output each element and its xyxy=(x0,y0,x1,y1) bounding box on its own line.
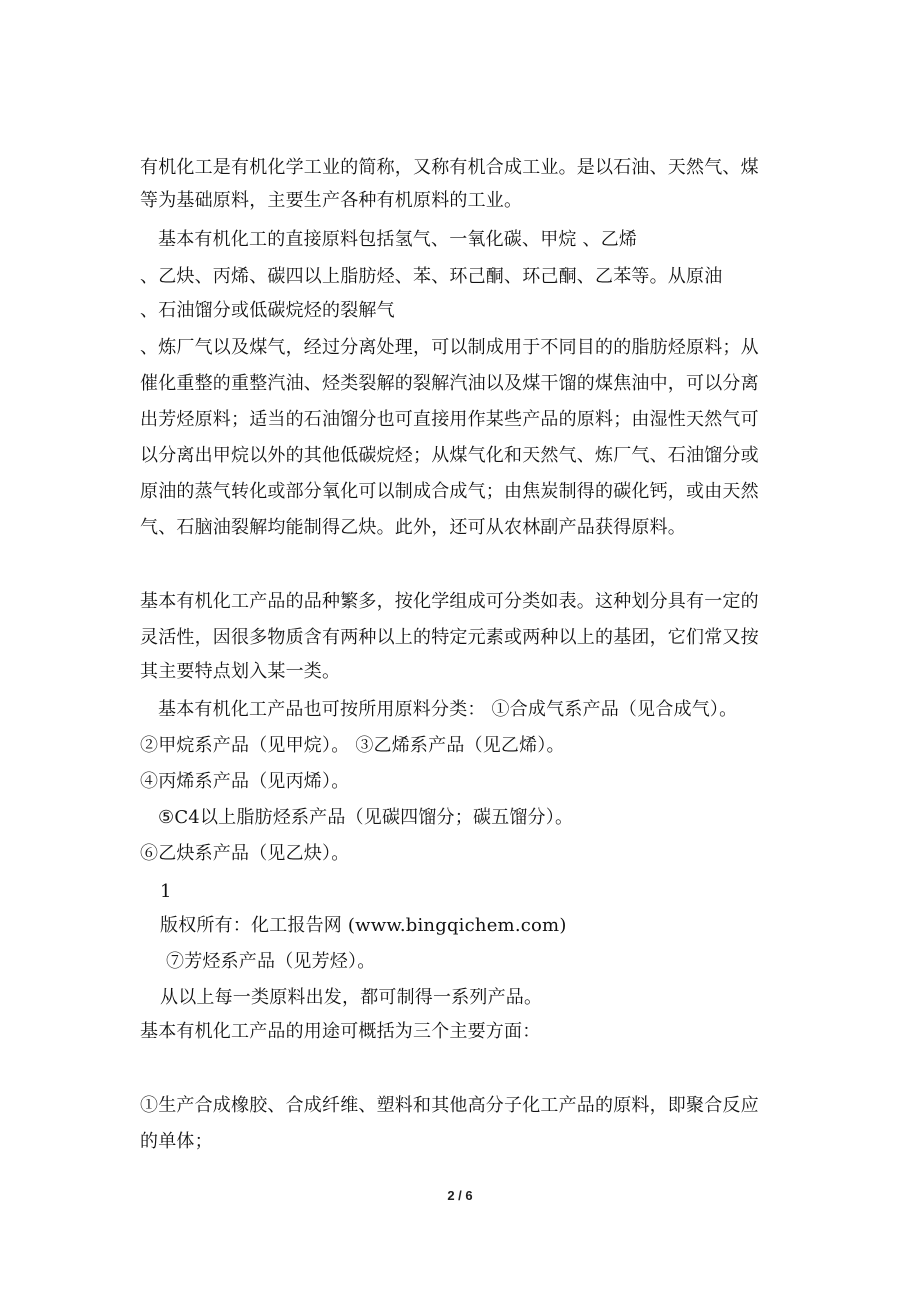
text-line: 气、石脑油裂解均能制得乙炔。此外，还可从农林副产品获得原料。 xyxy=(140,517,686,538)
text-line: 的单体； xyxy=(140,1131,213,1152)
text-line: 从以上每一类原料出发，都可制得一系列产品。 xyxy=(160,987,543,1008)
text-line: 基本有机化工产品的品种繁多，按化学组成可分类如表。这种划分具有一定的 xyxy=(140,591,759,612)
copyright-line: 版权所有：化工报告网 (www.bingqichem.com) xyxy=(160,915,567,936)
text-line: ⑦芳烃系产品（见芳烃）。 xyxy=(166,951,376,972)
text-line: ①生产合成橡胶、合成纤维、塑料和其他高分子化工产品的原料，即聚合反应 xyxy=(140,1095,759,1116)
text-line: 灵活性，因很多物质含有两种以上的特定元素或两种以上的基团，它们常又按 xyxy=(140,627,759,648)
text-line: 有机化工是有机化学工业的简称，又称有机合成工业。是以石油、天然气、煤 xyxy=(140,157,759,178)
text-line: 基本有机化工的直接原料包括氢气、一氧化碳、甲烷 、乙烯 xyxy=(158,229,638,250)
text-line: 其主要特点划入某一类。 xyxy=(140,661,341,682)
text-line: 以分离出甲烷以外的其他低碳烷烃；从煤气化和天然气、炼厂气、石油馏分或 xyxy=(140,445,759,466)
text-line: 原油的蒸气转化或部分氧化可以制成合成气；由焦炭制得的碳化钙，或由天然 xyxy=(140,481,759,502)
text-line: 、乙炔、丙烯、碳四以上脂肪烃、苯、环己酮、环己酮、乙苯等。从原油 xyxy=(140,266,723,287)
text-line: 催化重整的重整汽油、烃类裂解的裂解汽油以及煤干馏的煤焦油中，可以分离 xyxy=(140,373,759,394)
text-line: ②甲烷系产品（见甲烷）。 ③乙烯系产品（见乙烯）。 xyxy=(140,735,565,756)
text-line: 等为基础原料，主要生产各种有机原料的工业。 xyxy=(140,190,523,211)
page-indicator: 2 / 6 xyxy=(447,1188,473,1203)
text-line: ⑤C4以上脂肪烃系产品（见碳四馏分；碳五馏分）。 xyxy=(158,807,574,828)
text-line: 基本有机化工产品也可按所用原料分类： ①合成气系产品（见合成气）。 xyxy=(158,699,738,720)
text-line: 基本有机化工产品的用途可概括为三个主要方面： xyxy=(140,1021,541,1042)
page-number-label: 1 xyxy=(160,881,172,902)
text-line: 出芳烃原料；适当的石油馏分也可直接用作某些产品的原料；由湿性天然气可 xyxy=(140,409,759,430)
text-line: ④丙烯系产品（见丙烯）。 xyxy=(140,771,350,792)
text-line: 、炼厂气以及煤气，经过分离处理，可以制成用于不同目的的脂肪烃原料；从 xyxy=(140,337,759,358)
text-line: 、石油馏分或低碳烷烃的裂解气 xyxy=(140,300,395,321)
text-line: ⑥乙炔系产品（见乙炔）。 xyxy=(140,843,350,864)
